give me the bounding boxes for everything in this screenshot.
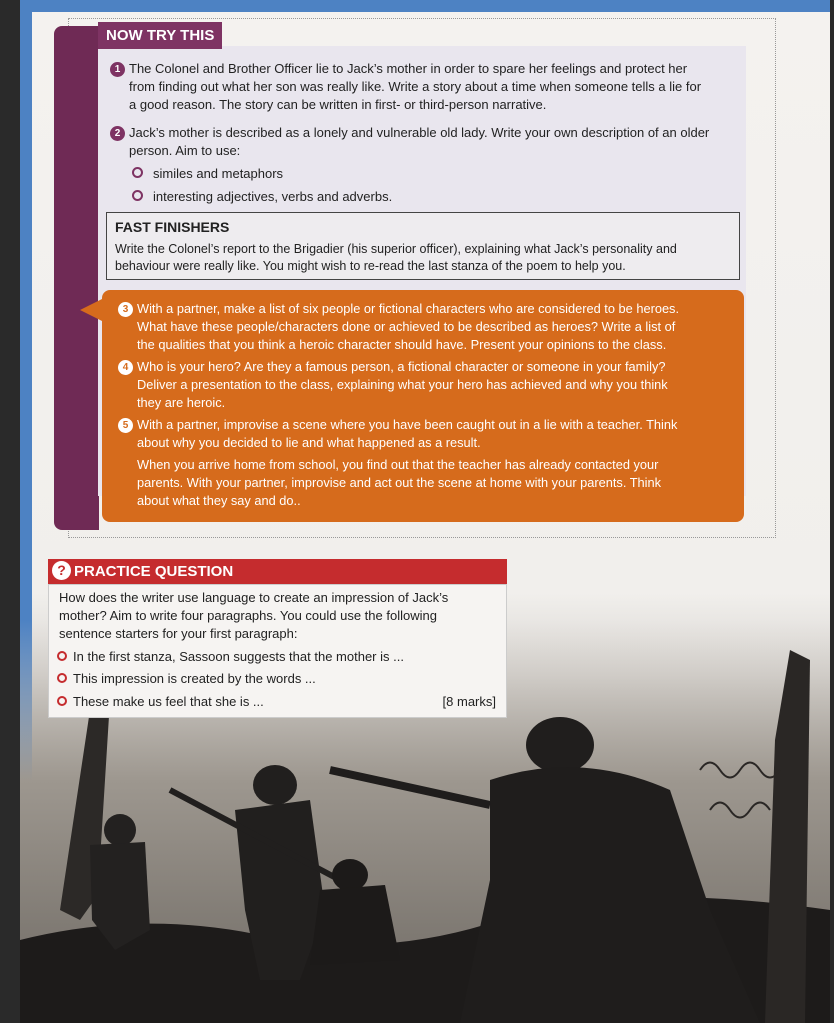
question-2-line-2: person. Aim to use: [129, 143, 241, 158]
sentence-starter-3 [57, 694, 264, 709]
now-try-this-side-bar [54, 26, 99, 530]
marks-label: [8 marks] [442, 694, 496, 709]
practice-question-line-2: mother? Aim to write four paragraphs. You could use the following [59, 608, 437, 623]
question-2 [110, 124, 750, 160]
question-1 [110, 60, 750, 114]
bullet-ring-icon [57, 696, 67, 706]
sentence-starter-2-text: This impression is created by the words ... [73, 671, 316, 686]
question-5-line-4: parents. With your partner, improvise and act out the scene at home with your parents. Think [137, 475, 661, 490]
question-4-line-2: Deliver a presentation to the class, explaining what your hero has achieved and why you think [137, 377, 668, 392]
fast-finishers-title: FAST FINISHERS [115, 219, 230, 235]
question-1-number: 1 [110, 62, 125, 77]
question-4-line-1: Who is your hero? Are they a famous person, a fictional character or someone in your family? [137, 359, 666, 374]
question-5-number: 5 [118, 418, 133, 433]
question-5-line-5: about what they say and do.. [137, 493, 301, 508]
question-2-line-1: Jack’s mother is described as a lonely and vulnerable old lady. Write your own description of an older [129, 125, 710, 140]
bullet-ring-icon [57, 651, 67, 661]
sentence-starter-1-text: In the first stanza, Sassoon suggests that the mother is ... [73, 649, 404, 664]
question-3-line-3: the qualities that you think a heroic character should have. Present your opinions to the class. [137, 337, 667, 352]
textbook-page [20, 0, 830, 1023]
fast-finishers-line-1: Write the Colonel’s report to the Brigadier (his superior officer), explaining what Jack’s personality and [115, 242, 677, 256]
question-5-line-3: When you arrive home from school, you find out that the teacher has already contacted your [137, 457, 659, 472]
fast-finishers-text [115, 241, 731, 275]
top-blue-strip [20, 0, 830, 12]
sentence-starter-3-text: These make us feel that she is ... [73, 694, 264, 709]
question-5-line-1: With a partner, improvise a scene where you have been caught out in a lie with a teacher. Think [137, 417, 678, 432]
now-try-this-header: NOW TRY THIS [98, 22, 222, 49]
question-1-line-2: from finding out what her son was really like. Write a story about a time when someone tells a lie for [129, 79, 702, 94]
question-3-number: 3 [118, 302, 133, 317]
bullet-adjectives [132, 189, 392, 204]
practice-question-title: PRACTICE QUESTION [74, 563, 234, 580]
question-3-line-2: What have these people/characters done or achieved to be described as heroes? Write a list of [137, 319, 676, 334]
speaking-listening-box [102, 290, 744, 522]
question-1-line-1: The Colonel and Brother Officer lie to Jack’s mother in order to spare her feelings and protect her [129, 61, 688, 76]
practice-question-line-1: How does the writer use language to create an impression of Jack’s [59, 590, 449, 605]
question-3-line-1: With a partner, make a list of six people or fictional characters who are considered to be heroes. [137, 301, 680, 316]
question-1-line-3: a good reason. The story can be written in first- or third-person narrative. [129, 97, 547, 112]
question-3 [118, 300, 730, 354]
question-4-number: 4 [118, 360, 133, 375]
orange-box-pointer [80, 298, 104, 322]
practice-question-box [48, 584, 507, 718]
fast-finishers-line-2: behaviour were really like. You might wish to re-read the last stanza of the poem to help you. [115, 259, 626, 273]
bullet-ring-icon [132, 190, 143, 201]
bullet-similes-text: similes and metaphors [153, 166, 284, 181]
question-mark-icon: ? [52, 561, 71, 580]
bullet-ring-icon [132, 167, 143, 178]
bullet-similes [132, 166, 283, 181]
question-5-line-2: about why you decided to lie and what happened as a result. [137, 435, 481, 450]
sentence-starter-1 [57, 649, 404, 664]
question-2-number: 2 [110, 126, 125, 141]
question-5 [118, 416, 730, 510]
question-4-line-3: they are heroic. [137, 395, 226, 410]
bullet-ring-icon [57, 673, 67, 683]
practice-question-text [59, 589, 459, 643]
bullet-adjectives-text: interesting adjectives, verbs and adverbs. [153, 189, 393, 204]
practice-question-header [48, 559, 507, 584]
sentence-starter-2 [57, 671, 316, 686]
fast-finishers-box [106, 212, 740, 280]
question-4 [118, 358, 730, 412]
practice-question-line-3: sentence starters for your first paragraph: [59, 626, 298, 641]
